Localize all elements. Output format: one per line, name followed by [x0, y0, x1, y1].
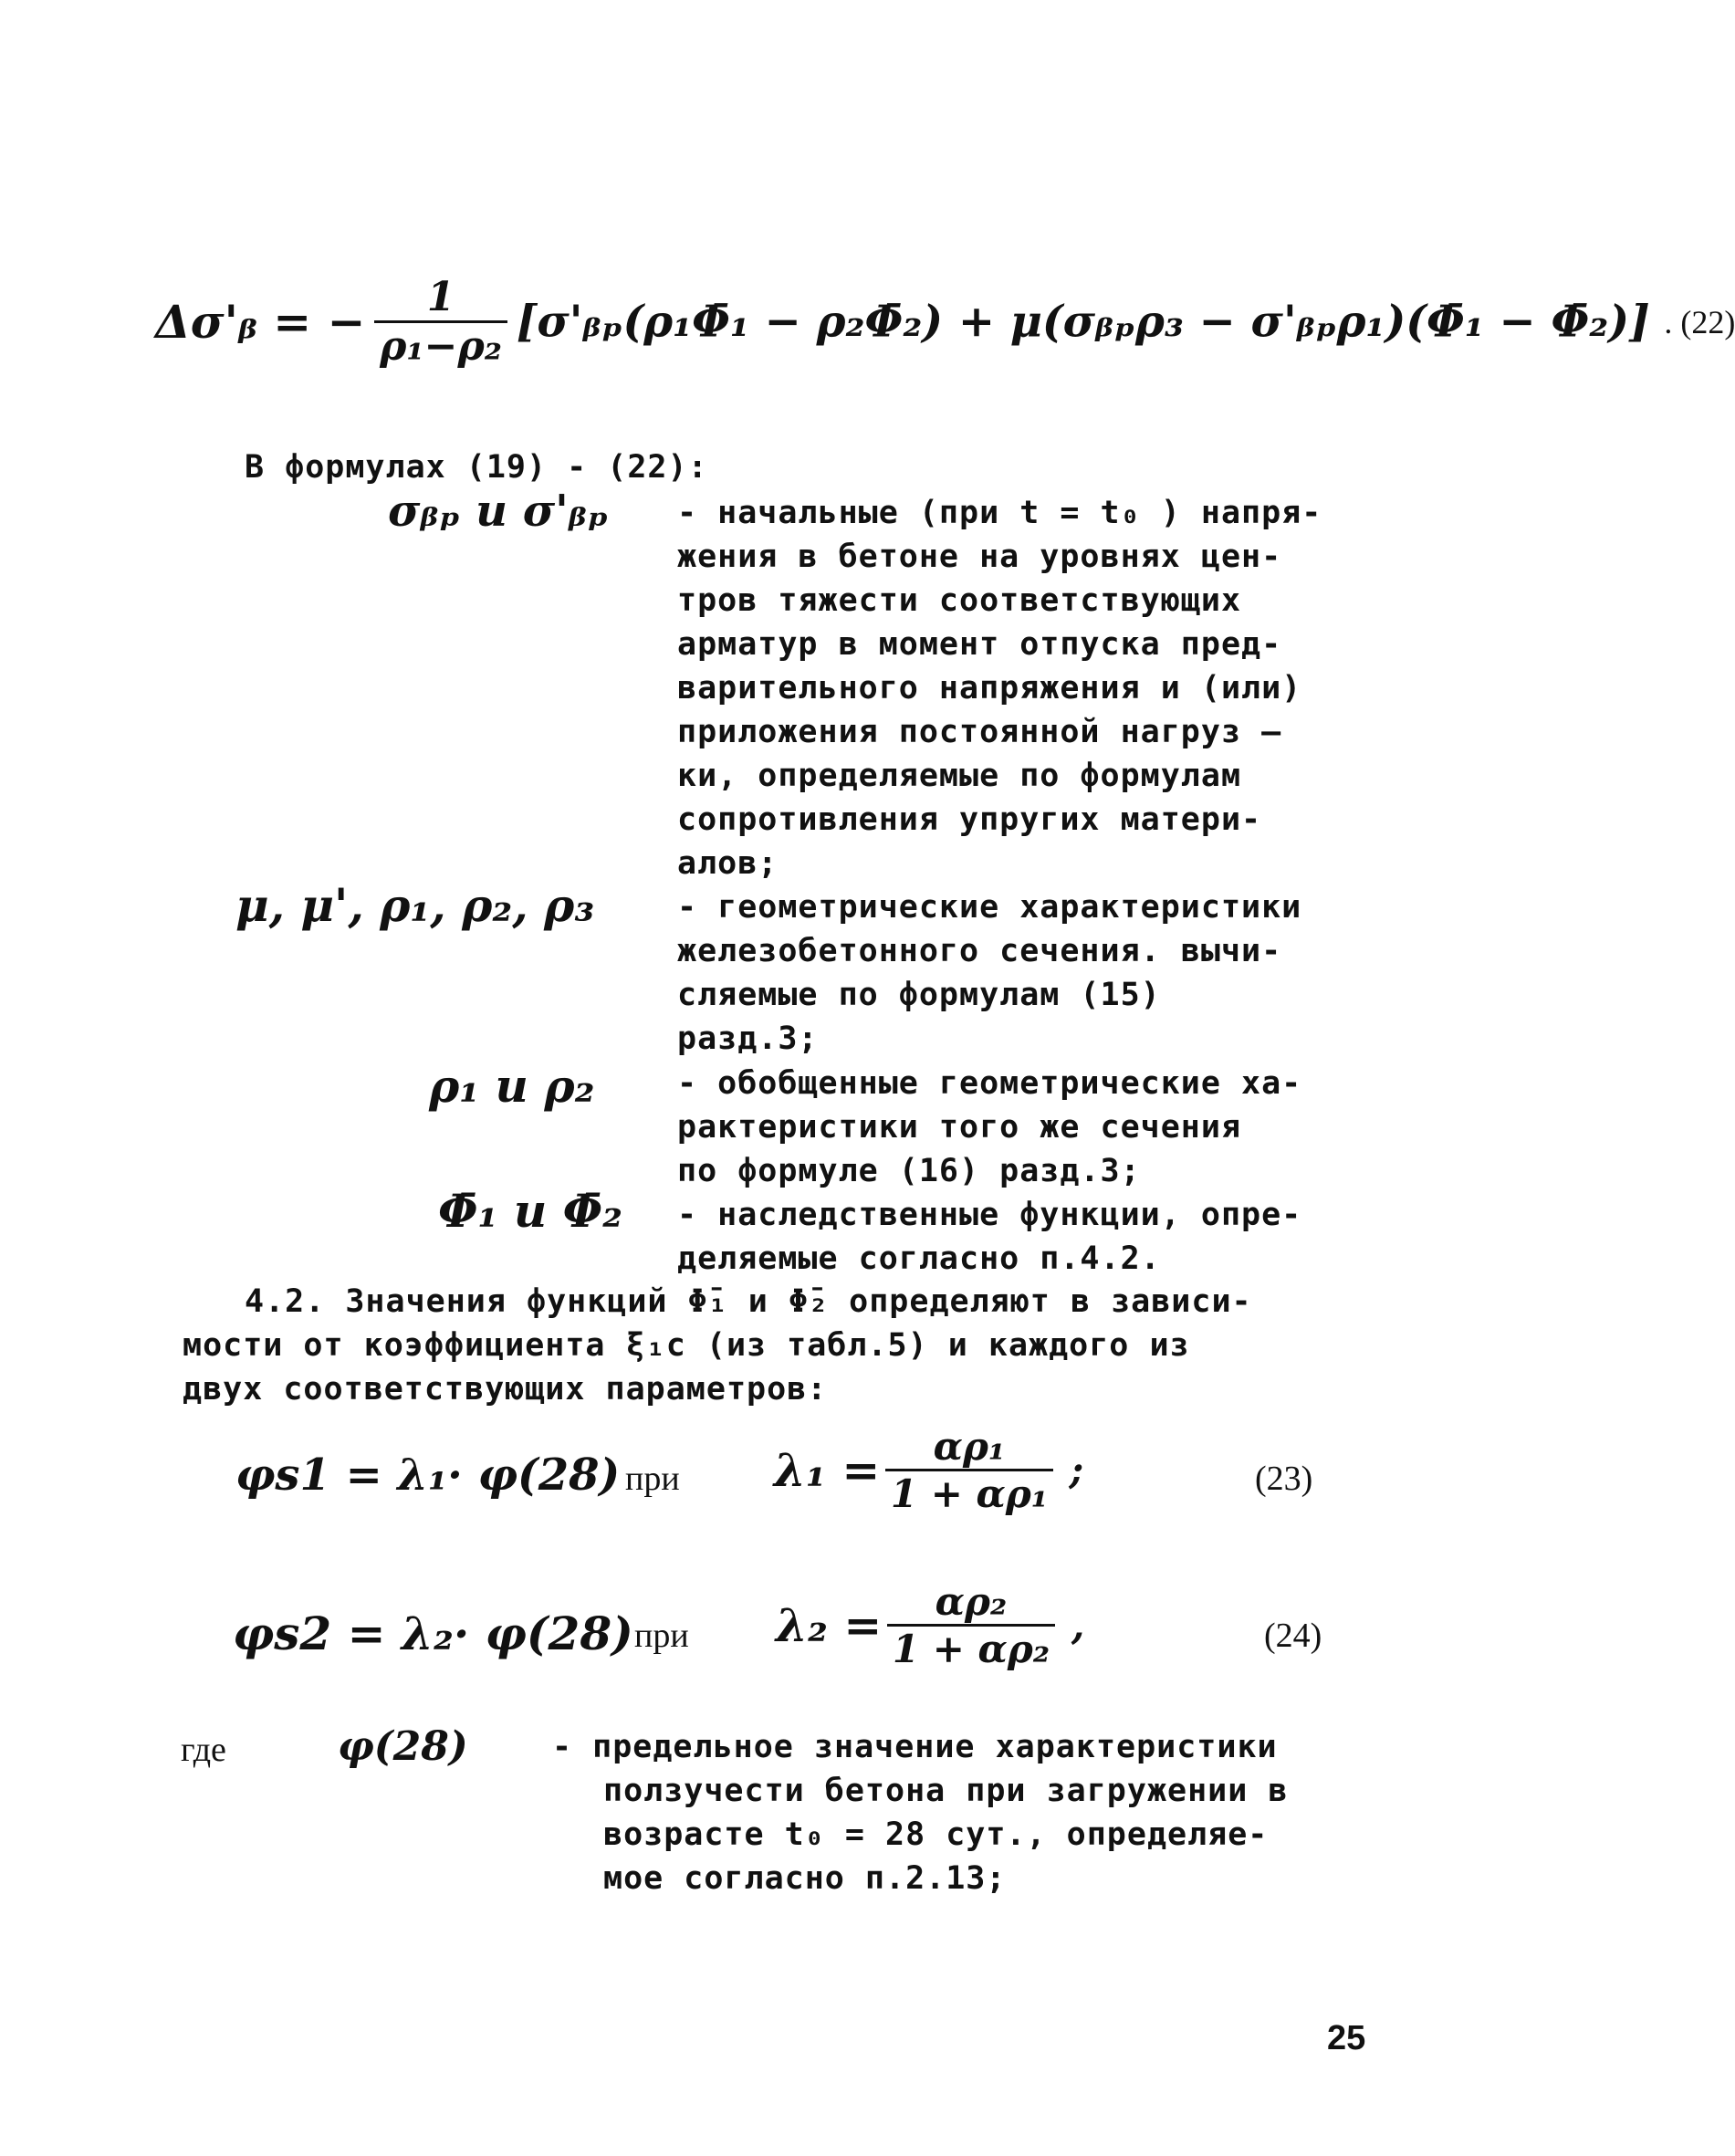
definition-line: приложения постоянной нагруз —: [677, 714, 1282, 750]
where-line: - предельное значение характеристики: [552, 1729, 1278, 1765]
definition-line: жения в бетоне на уровнях цен-: [677, 539, 1282, 575]
formula-24-punct: ,: [1071, 1603, 1085, 1648]
formula-22-numerator: 1: [426, 274, 455, 320]
formula-22: [155, 274, 1735, 383]
definition-text-phi: [677, 1193, 1301, 1281]
paragraph-line: 4.2. Значения функций Φ̄₁ и Φ̄₂ определяют в зависи-: [245, 1283, 1252, 1320]
definition-text-mu-rho: [677, 885, 1301, 1061]
formula-24-numerator: αρ₂: [935, 1579, 1008, 1624]
definition-text-sigma: [677, 491, 1322, 885]
definition-line: железобетонного сечения. вычи-: [677, 933, 1282, 969]
definition-line: арматур в момент отпуска пред-: [677, 626, 1282, 663]
definition-symbol-phi: Φ̄₁ и Φ̄₂: [438, 1184, 623, 1238]
formula-24-pri: при: [634, 1617, 689, 1655]
formula-23-punct: ;: [1069, 1448, 1084, 1492]
definition-line: по формуле (16) разд.3;: [677, 1153, 1141, 1189]
formula-23-numerator: αρ₁: [933, 1424, 1006, 1469]
formula-23-rhs: [774, 1424, 1083, 1516]
definition-line: ки, определяемые по формулам: [677, 758, 1242, 794]
where-word: где: [181, 1731, 226, 1769]
formula-22-number: . (22): [1664, 303, 1735, 340]
formula-23-number: (23): [1255, 1460, 1313, 1498]
definition-symbol-rho: ρ₁ и ρ₂: [429, 1059, 595, 1113]
definition-symbol-sigma: σᵦₚ и σ'ᵦₚ: [388, 486, 609, 537]
formula-24-rhs-left: λ₂ =: [776, 1598, 883, 1652]
definition-line: - начальные (при t = t₀ ) напря-: [677, 495, 1322, 531]
definition-line: сляемые по формулам (15): [677, 977, 1161, 1013]
formula-22-denominator: ρ₁−ρ₂: [374, 320, 507, 370]
formula-23-pri: при: [625, 1460, 680, 1498]
definition-line: - обобщенные геометрические ха-: [677, 1065, 1302, 1102]
paragraph-line: двух соответствующих параметров:: [183, 1371, 828, 1408]
where-line: возрасте t₀ = 28 сут., определяе-: [603, 1816, 1269, 1853]
definition-line: рактеристики того же сечения: [677, 1109, 1242, 1146]
formula-23-lhs: φs1 = λ₁· φ(28): [235, 1450, 621, 1501]
intro-text: В формулах (19) - (22):: [245, 449, 708, 486]
formula-24-denominator: 1 + αρ₂: [887, 1624, 1055, 1671]
definition-symbol-mu-rho: μ, μ', ρ₁, ρ₂, ρ₃: [235, 878, 595, 932]
definition-line: алов;: [677, 845, 779, 882]
formula-24-number: (24): [1264, 1617, 1322, 1655]
formula-23-fraction: [885, 1424, 1053, 1516]
definition-text-rho: [677, 1062, 1301, 1193]
formula-23-rhs-left: λ₁ =: [774, 1443, 881, 1497]
section-4-2-paragraph: [183, 1280, 1252, 1411]
definition-line: - наследственные функции, опре-: [677, 1197, 1302, 1233]
definition-line: сопротивления упругих матери-: [677, 801, 1262, 838]
formula-22-lhs: Δσ'ᵦ = −: [155, 295, 366, 349]
page-number: 25: [1327, 2019, 1366, 2057]
formula-24-fraction: [887, 1579, 1055, 1671]
definition-line: - геометрические характеристики: [677, 889, 1302, 926]
definition-line: варительного напряжения и (или): [677, 670, 1302, 706]
formula-24-rhs: [776, 1579, 1084, 1671]
where-definition: [552, 1725, 1288, 1900]
where-line: мое согласно п.2.13;: [603, 1860, 1007, 1897]
where-line: ползучести бетона при загружении в: [603, 1773, 1289, 1809]
where-symbol: φ(28): [338, 1723, 468, 1770]
formula-22-fraction: [374, 274, 507, 370]
formula-23-denominator: 1 + αρ₁: [885, 1469, 1053, 1516]
definition-line: тров тяжести соответствующих: [677, 582, 1242, 619]
paragraph-line: мости от коэффициента ξ₁c (из табл.5) и каждого из: [183, 1327, 1190, 1364]
definition-line: разд.3;: [677, 1020, 819, 1057]
formula-24-lhs: φs2 = λ₂· φ(28): [233, 1607, 633, 1660]
definition-line: деляемые согласно п.4.2.: [677, 1240, 1161, 1277]
formula-22-body: [σ'ᵦₚ(ρ₁Φ̄₁ − ρ₂Φ̄₂) + μ(σᵦₚρ₃ − σ'ᵦₚρ₁)(Φ̄₁ − Φ̄₂)]: [516, 296, 1650, 348]
